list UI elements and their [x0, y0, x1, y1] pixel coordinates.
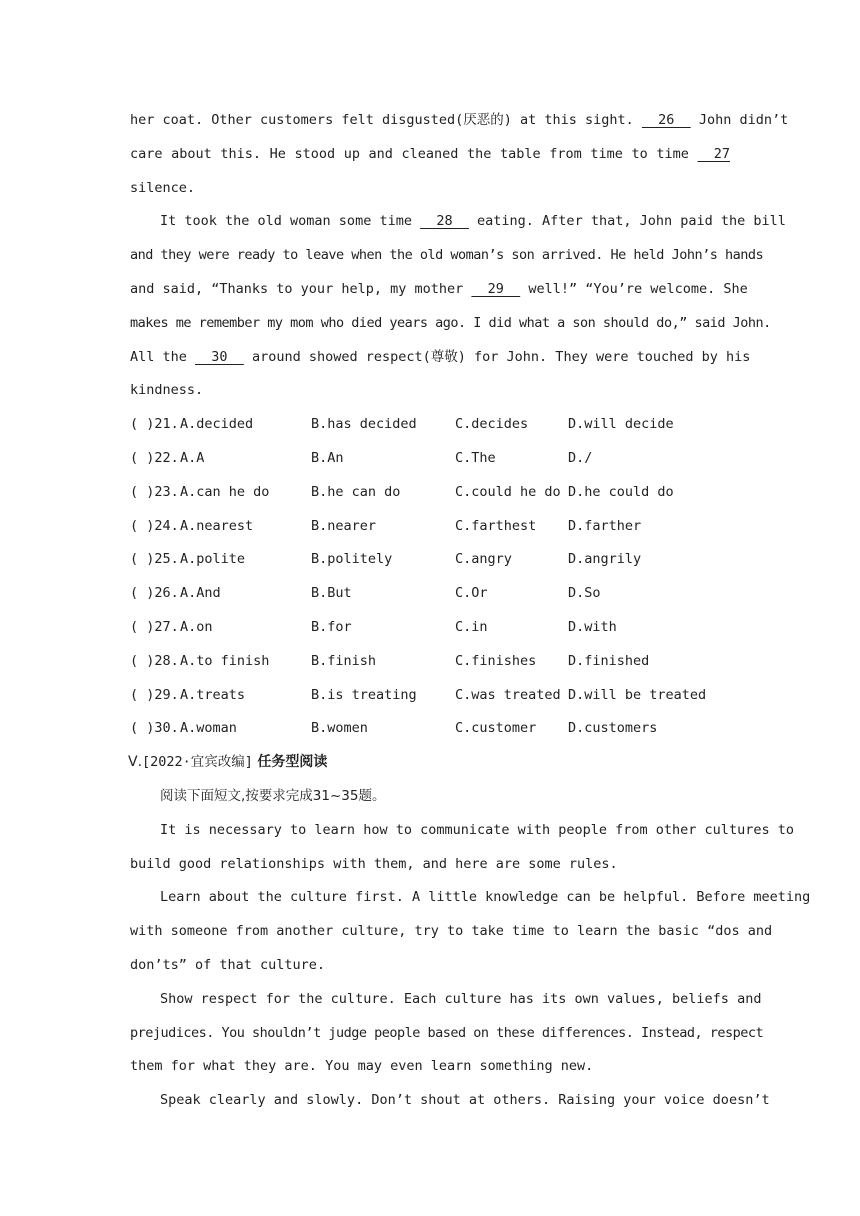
question-row — [130, 476, 730, 510]
option-b: B.politely — [311, 551, 393, 568]
option-c: C.was treated — [455, 686, 561, 703]
reading-line — [130, 1017, 764, 1051]
option-c: C.decides — [455, 416, 529, 433]
passage-line — [130, 239, 764, 273]
option-d: D.will be treated — [568, 686, 707, 703]
option-b: B.finish — [311, 652, 377, 669]
passage-line — [130, 307, 771, 341]
option-a: A.A — [180, 449, 205, 466]
option-a: A.woman — [180, 720, 237, 737]
passage-text: and said, “Thanks to your help, my mother — [130, 280, 464, 297]
question-row — [130, 543, 730, 577]
option-b: B.has decided — [311, 416, 417, 433]
question-number: ( )28. — [130, 652, 179, 669]
reading-line — [130, 814, 794, 848]
passage-text: her coat. Other customers felt disgusted(厌恶的) at this sight. — [130, 112, 634, 128]
reading-text: prejudices. You shouldn’t judge people based on these differences. Instead, respect — [130, 1024, 764, 1041]
passage-line — [130, 273, 748, 307]
reading-text: with someone from another culture, try to take time to learn the basic “dos and — [130, 923, 773, 940]
section-title: 任务型阅读 — [257, 754, 328, 771]
passage-text: silence. — [130, 179, 196, 196]
option-a: A.nearest — [180, 517, 254, 534]
reading-text: It is necessary to learn how to communicate with people from other cultures to — [160, 821, 794, 838]
option-b: B.nearer — [311, 517, 377, 534]
question-number: ( )25. — [130, 551, 179, 568]
reading-line — [130, 881, 811, 915]
option-d: D.farther — [568, 517, 642, 534]
option-d: D.angrily — [568, 551, 642, 568]
section-header — [128, 746, 730, 780]
option-d: D.will decide — [568, 416, 674, 433]
section-tag: [2022·宜宾改编] — [142, 754, 253, 771]
option-d: D.finished — [568, 652, 650, 669]
option-d: D.customers — [568, 720, 658, 737]
option-b: B.for — [311, 618, 352, 635]
question-row — [130, 645, 730, 679]
blank-27: 27 — [697, 145, 730, 162]
passage-text: All the — [130, 348, 187, 365]
reading-line — [130, 1050, 730, 1084]
question-number: ( )23. — [130, 483, 179, 500]
reading-text: Speak clearly and slowly. Don’t shout at others. Raising your voice doesn’t — [160, 1092, 770, 1109]
question-row — [130, 442, 730, 476]
option-c: C.could he do — [455, 483, 561, 500]
question-number: ( )30. — [130, 720, 179, 737]
reading-text: don’ts” of that culture. — [130, 956, 326, 973]
option-a: A.can he do — [180, 483, 270, 500]
reading-line — [130, 949, 730, 983]
passage-text: It took the old woman some time — [160, 213, 412, 230]
reading-text: Learn about the culture first. A little knowledge can be helpful. Before meeting — [160, 889, 811, 906]
question-row — [130, 712, 730, 746]
question-row — [130, 611, 730, 645]
passage-text: kindness. — [130, 382, 204, 399]
passage-text: well!” “You’re welcome. She — [528, 280, 748, 297]
question-number: ( )29. — [130, 686, 179, 703]
passage-line — [130, 374, 730, 408]
option-a: A.decided — [180, 416, 254, 433]
reading-line — [130, 915, 773, 949]
reading-text: Show respect for the culture. Each culture has its own values, beliefs and — [160, 990, 762, 1007]
option-d: D.he could do — [568, 483, 674, 500]
passage-line — [130, 138, 730, 172]
option-a: A.And — [180, 585, 221, 602]
question-row — [130, 510, 730, 544]
option-b: B.is treating — [311, 686, 417, 703]
option-c: C.customer — [455, 720, 537, 737]
passage-line — [130, 104, 789, 138]
question-row — [130, 679, 730, 713]
passage-line — [130, 205, 786, 239]
option-b: B.women — [311, 720, 368, 737]
passage-text: and they were ready to leave when the old woman’s son arrived. He held John’s hands — [130, 247, 764, 264]
question-number: ( )24. — [130, 517, 179, 534]
option-a: A.on — [180, 618, 213, 635]
passage-text: John didn’t — [698, 112, 789, 128]
option-a: A.treats — [180, 686, 246, 703]
reading-line — [130, 1084, 770, 1118]
question-number: ( )26. — [130, 585, 179, 602]
option-d: D.with — [568, 618, 617, 635]
option-c: C.in — [455, 618, 488, 635]
option-c: C.The — [455, 449, 496, 466]
passage-text: eating. After that, John paid the bill — [477, 213, 786, 230]
option-b: B.An — [311, 449, 344, 466]
reading-text: build good relationships with them, and here are some rules. — [130, 855, 618, 872]
question-row — [130, 408, 730, 442]
blank-29: 29 — [471, 280, 521, 297]
passage-text: makes me remember my mom who died years ago. I did what a son should do,” said John. — [130, 314, 771, 331]
question-row — [130, 577, 730, 611]
blank-28: 28 — [420, 213, 469, 230]
passage-text: around showed respect(尊敬) for John. They were touched by his — [251, 348, 751, 365]
option-b: B.But — [311, 585, 352, 602]
blank-30: 30 — [195, 348, 244, 365]
question-number: ( )21. — [130, 416, 179, 433]
option-a: A.polite — [180, 551, 246, 568]
passage-text: care about this. He stood up and cleaned the table from time to time — [130, 145, 689, 162]
section-number: Ⅴ. — [128, 754, 143, 771]
reading-line — [130, 983, 762, 1017]
reading-line — [130, 848, 730, 882]
option-c: C.finishes — [455, 652, 537, 669]
blank-26: 26 — [641, 112, 691, 128]
passage-line — [130, 341, 751, 375]
option-d: D.So — [568, 585, 601, 602]
option-c: C.farthest — [455, 517, 537, 534]
option-d: D./ — [568, 449, 593, 466]
option-b: B.he can do — [311, 483, 401, 500]
option-c: C.angry — [455, 551, 512, 568]
document-page — [128, 104, 811, 1118]
section-instruction — [130, 780, 730, 814]
reading-text: them for what they are. You may even learn something new. — [130, 1058, 594, 1075]
question-number: ( )22. — [130, 449, 179, 466]
option-c: C.Or — [455, 585, 488, 602]
question-number: ( )27. — [130, 618, 179, 635]
passage-line — [130, 172, 730, 206]
instruction-text: 阅读下面短文,按要求完成31~35题。 — [160, 787, 386, 804]
option-a: A.to finish — [180, 652, 270, 669]
